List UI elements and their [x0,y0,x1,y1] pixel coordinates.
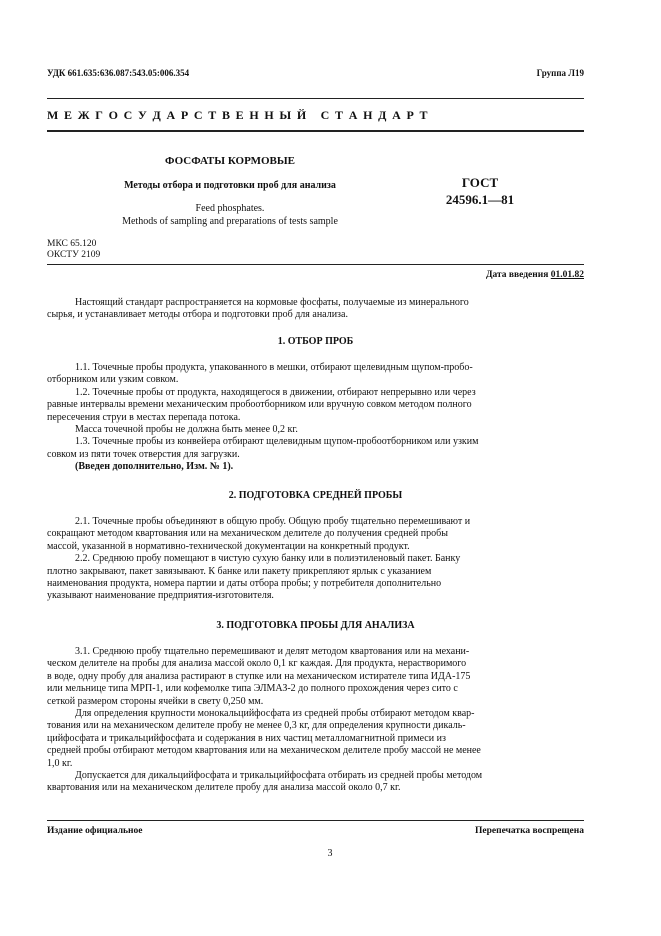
amendment-note: (Введен дополнительно, Изм. № 1). [75,461,234,473]
section3-heading: 3. ПОДГОТОВКА ПРОБЫ ДЛЯ АНАЛИЗА [216,620,415,631]
reprint-notice: Перепечатка воспрещена [474,826,584,836]
text-line: пересечения струи в местах перепада потока. [47,411,241,423]
gost-number: 24596.1—81 [445,192,515,207]
text-line: наименования продукта, номера партии и даты отбора пробы; у потребителя дополнительно [47,578,442,590]
section1-body [47,362,584,474]
text-line: или мельнице типа МРП-1, или кофемолке типа ЭЛМАЗ-2 до полного прохождения через сито с [47,683,458,695]
mks-code: МКС 65.120 [47,239,97,249]
english-title-line2: Methods of sampling and preparations of tests sample [122,216,338,227]
top-rule [47,98,584,99]
text-line: 2.1. Точечные пробы объединяют в общую пробу. Общую пробу тщательно перемешивают и [75,516,471,527]
text-line: отборником или узким совком. [47,374,179,386]
section2-body [47,516,584,603]
page-number: 3 [327,848,333,859]
text-line: Масса точечной пробы не должна быть менее 0,2 кг. [75,424,298,436]
title-rule [47,264,584,265]
english-title-line1: Feed phosphates. [195,203,265,214]
banner-rule [47,130,584,132]
document-subtitle: Методы отбора и подготовки проб для анализа [124,180,336,191]
text-line: 1,0 кг. [47,757,73,769]
text-line: в воде, одну пробу для анализа растирают в ступке или на механическом истирателе типа ИДА-175 [47,670,471,682]
text-line: 2.2. Среднюю пробу помещают в чистую сухую банку или в полиэтиленовый пакет. Банку [75,553,461,565]
text-line: массой, указанной в нормативно-технической документации на конкретный продукт. [47,540,410,552]
text-line: плотно закрывают, пакет завязывают. К банке или пакету прикрепляют ярлык с указанием [47,565,432,577]
text-line: 3.1. Среднюю пробу тщательно перемешивают и делят методом квартования или на механи- [75,646,470,657]
text-line: сеткой размером стороны ячейки в свету 0,250 мм. [47,695,264,707]
okstu-code: ОКСТУ 2109 [47,250,101,260]
text-line: совком из пяти точек отверстия для загрузки. [47,448,240,460]
section2-heading: 2. ПОДГОТОВКА СРЕДНЕЙ ПРОБЫ [228,490,403,501]
text-line: квартования или на механическом делителе пробу для анализа массой около 0,7 кг. [47,782,401,794]
text-line: 1.2. Точечные пробы от продукта, находящегося в движении, отбирают непрерывно или через [75,386,476,398]
text-line: тования или на механическом делителе пробу не менее 0,3 кг, для определения крупности дикаль- [47,720,466,732]
official-edition: Издание официальное [47,826,143,836]
text-line: 1.3. Точечные пробы из конвейера отбирают щелевидным щупом-пробоотборником или узким [75,436,479,448]
text-line: цийфосфата и трикальцийфосфата и содержания в них частиц металломагнитной примеси из [47,732,446,744]
footer-rule [47,820,584,821]
text-line: сокращают методом квартования или на механическом делителе до получения средней пробы [47,528,448,540]
intro-line: Настоящий стандарт распространяется на кормовые фосфаты, получаемые из минерального [75,297,469,308]
intro-paragraph [47,297,584,322]
text-line: Для определения крупности монокальцийфосфата из средней пробы отбирают методом квар- [75,708,475,720]
group-code: Группа Л19 [536,68,584,78]
udk-code: УДК 661.635:636.087:543.05:006.354 [47,68,190,78]
section3-body [47,646,584,795]
document-title: ФОСФАТЫ КОРМОВЫЕ [164,155,296,167]
intro-line: сырья, и устанавливает методы отбора и подготовки проб для анализа. [47,309,348,321]
text-line: средней пробы отбирают методом квартования или на механическом делителе пробу массой не менее [47,745,481,757]
text-line: указывают наименование предприятия-изготовителя. [47,590,274,602]
text-line: равные интервалы времени механическим пробоотборником или вручную совком методом полного [47,399,472,411]
section1-heading: 1. ОТБОР ПРОБ [277,336,354,347]
effective-date-label: Дата введения [485,270,549,280]
text-line: ческом делителе на пробы для анализа массой около 0,1 кг каждая. Для продукта, нерастворимого [47,658,467,670]
text-line: Допускается для дикальцийфосфата и трикальцийфосфата отбирать из средней пробы методом [75,770,483,782]
gost-label: ГОСТ [461,175,499,190]
standard-banner: М Е Ж Г О С У Д А Р С Т В Е Н Н Ы Й С Т А Н Д А Р Т [47,108,429,122]
effective-date-value: 01.01.82 [550,270,584,280]
text-line: 1.1. Точечные пробы продукта, упакованного в мешки, отбирают щелевидным щупом-пробо- [75,362,473,373]
effective-date [486,270,584,280]
